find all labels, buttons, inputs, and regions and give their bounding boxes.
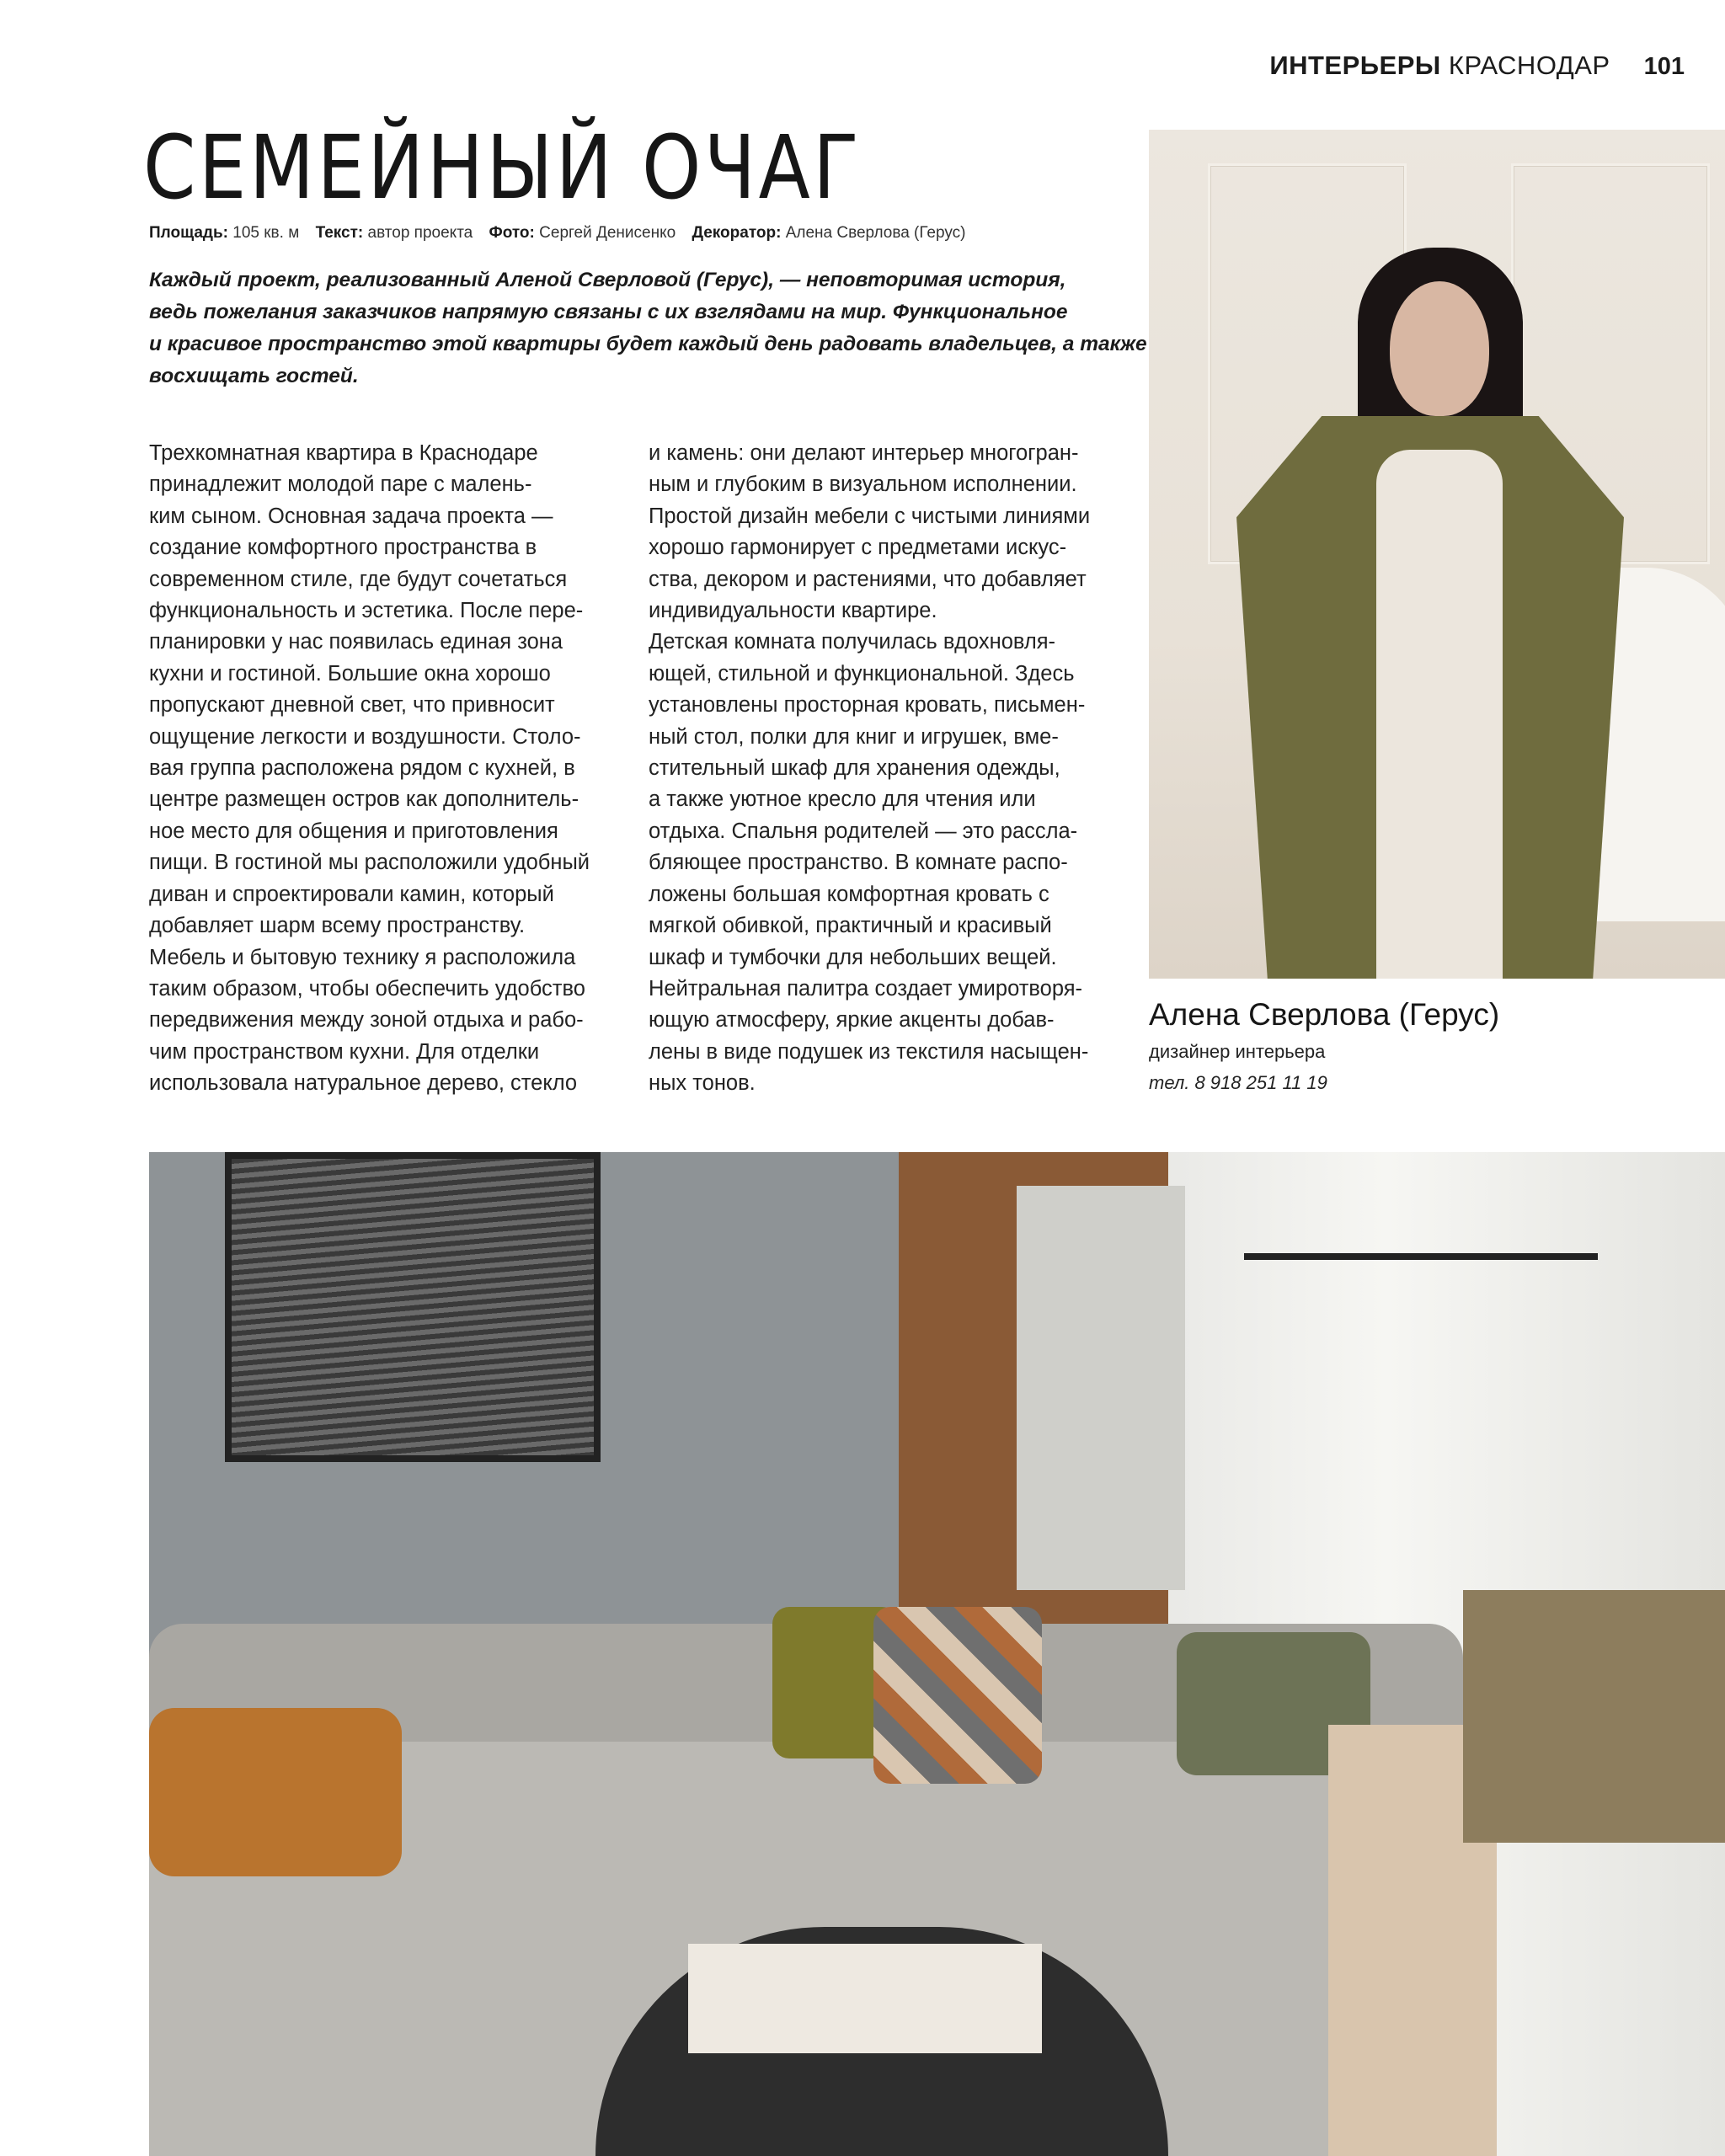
body-line: шкаф и тумбочки для небольших вещей. [649,945,1057,969]
body-line: Мебель и бытовую технику я расположила [149,945,576,969]
credit-area: Площадь: 105 кв. м [149,224,300,242]
lead-line: восхищать гостей. [149,365,359,387]
pendant-lamp-bar [1244,1253,1598,1260]
body-line: планировки у нас появилась единая зона [149,630,563,654]
body-line: индивидуальности квартире. [649,599,937,623]
orange-pillow [149,1708,402,1876]
body-line: а также уютное кресло для чтения или [649,787,1036,812]
body-line: принадлежит молодой паре с малень- [149,472,532,497]
face [1390,281,1489,416]
body-line: функциональность и эстетика. После пере- [149,599,584,623]
body-line: ства, декором и растениями, что добавляет [649,567,1087,591]
open-book [688,1944,1042,2053]
body-line: диван и спроектировали камин, который [149,882,554,906]
dining-chairs [1463,1590,1725,1843]
credit-photo: Фото: Сергей Денисенко [489,224,676,242]
body-line: ным и глубоким в визуальном исполнении. [649,472,1077,497]
lead-line: Каждый проект, реализованный Аленой Сверловой (Герус), — неповторимая история, [149,269,1066,291]
body-line: и камень: они делают интерьер многогран- [649,441,1079,465]
body-line: кухни и гостиной. Большие окна хорошо [149,661,551,686]
section-light: КРАСНОДАР [1448,51,1610,80]
body-line: пищи. В гостиной мы расположили удобный [149,851,590,875]
body-line: таким образом, чтобы обеспечить удобство [149,976,585,1001]
white-dress [1376,450,1503,979]
body-line: мягкой обивкой, практичный и красивый [649,914,1052,938]
body-line: добавляет шарм всему пространству. [149,914,526,938]
designer-name: Алена Сверлова (Герус) [1149,997,1500,1032]
body-line: отдыха. Спальня родителей — это рассла- [649,819,1078,843]
designer-portrait-photo [1149,130,1725,979]
living-room-photo [149,1152,1725,2156]
body-line: ким сыном. Основная задача проекта — [149,504,553,528]
body-line: центре размещен остров как дополнитель- [149,787,579,812]
body-line: создание комфортного пространства в [149,536,537,560]
body-line: Трехкомнатная квартира в Краснодаре [149,441,538,465]
body-line: ющую атмосферу, яркие акценты добав- [649,1008,1055,1033]
designer-role: дизайнер интерьера [1149,1041,1326,1062]
running-header [1269,51,1685,81]
credit-text: Текст: автор проекта [315,224,473,242]
body-line: пропускают дневной свет, что привносит [149,693,555,718]
lead-paragraph [149,264,1147,392]
credit-decorator: Декоратор: Алена Сверлова (Герус) [692,224,966,242]
page-number: 101 [1643,53,1685,80]
body-line: передвижения между зоной отдыха и рабо- [149,1008,584,1033]
body-line: ющей, стильной и функциональной. Здесь [649,661,1075,686]
lead-line: и красивое пространство этой квартиры будет каждый день радовать владельцев, а также [149,333,1147,355]
body-line: чим пространством кухни. Для отделки [149,1039,540,1064]
wall-artwork [225,1152,601,1462]
body-line: современном стиле, где будут сочетаться [149,567,568,591]
body-line: Простой дизайн мебели с чистыми линиями [649,504,1091,528]
body-line: лены в виде подушек из текстиля насыщен- [649,1039,1089,1064]
body-line: Детская комната получилась вдохновля- [649,630,1056,654]
body-line: бляющее пространство. В комнате распо- [649,851,1068,875]
body-line: хорошо гармонирует с предметами искус- [649,536,1067,560]
shelf-niche [1017,1186,1185,1590]
body-line: установлены просторная кровать, письмен- [649,693,1086,718]
section-label [1269,51,1610,81]
body-line: ных тонов. [649,1071,756,1096]
body-line: вая группа расположена рядом с кухней, в [149,756,575,781]
body-line: ное место для общения и приготовления [149,819,558,843]
body-line: стительный шкаф для хранения одежды, [649,756,1060,781]
article-title: СЕМЕЙНЫЙ ОЧАГ [143,116,862,219]
patterned-pillow [873,1607,1042,1784]
section-bold: ИНТЕРЬЕРЫ [1269,51,1441,80]
lead-line: ведь пожелания заказчиков напрямую связаны с их взглядами на мир. Функциональное [149,301,1068,323]
body-line: ощущение легкости и воздушности. Столо- [149,724,581,749]
designer-phone: тел. 8 918 251 11 19 [1149,1072,1327,1093]
body-column-right [649,438,1124,1100]
body-line: ложены большая комфортная кровать с [649,882,1049,906]
body-line: Нейтральная палитра создает умиротворя- [649,976,1083,1001]
body-line: ный стол, полки для книг и игрушек, вме- [649,724,1059,749]
body-column-left [149,438,621,1100]
article-credits [149,224,977,243]
body-line: использовала натуральное дерево, стекло [149,1071,578,1096]
